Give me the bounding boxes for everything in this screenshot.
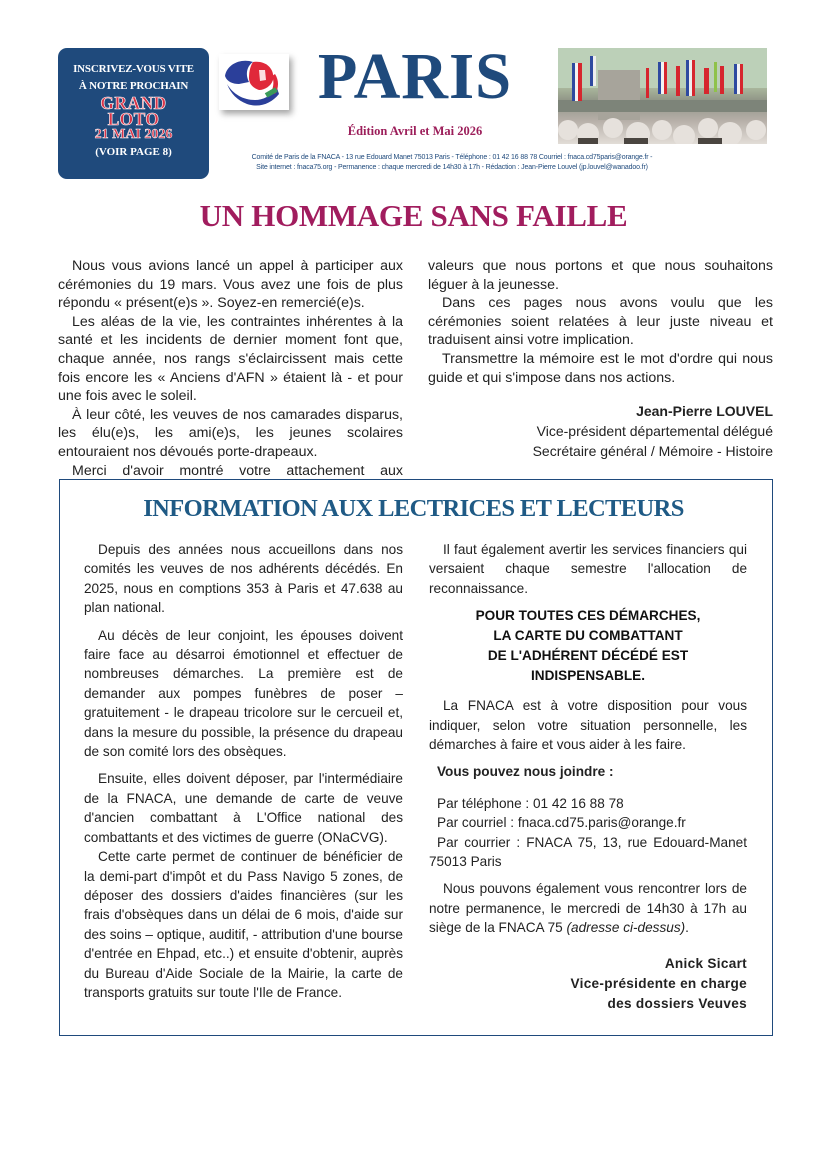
paragraph: Merci d'avoir montré votre attachement aux bbox=[72, 462, 403, 479]
paragraph: À leur côté, les veuves de nos camarades disparus, les élu(e)s, les ami(e)s, les jeunes scolaires entouraient nos dévoués porte-drapeaux. bbox=[58, 406, 403, 460]
callout-line: LA CARTE DU COMBATTANT bbox=[493, 628, 683, 644]
article-1-left-column bbox=[58, 257, 403, 480]
article-2-signature bbox=[429, 954, 747, 1014]
permanence-end: . bbox=[685, 920, 689, 936]
permanence-note: (adresse ci-dessus) bbox=[566, 920, 686, 936]
promo-see-page: (VOIR PAGE 8) bbox=[95, 146, 172, 158]
signature-role: Vice-président départemental délégué bbox=[536, 423, 773, 440]
contact-email: Par courriel : fnaca.cd75.paris@orange.fr bbox=[437, 815, 686, 831]
committee-contact-line-1: Comité de Paris de la FNACA - 13 rue Edouard Manet 75013 Paris - Téléphone : 01 42 16 88 78 Courriel : fnaca.cd75paris@orange.fr - bbox=[251, 154, 653, 161]
signature-role: Secrétaire général / Mémoire - Histoire bbox=[532, 443, 773, 460]
signature-role: Vice-présidente en charge bbox=[570, 975, 747, 991]
masthead-title: PARIS bbox=[317, 40, 513, 113]
promo-loto: LOTO bbox=[107, 109, 160, 129]
fnaca-emblem-icon bbox=[219, 54, 289, 110]
paragraph: Ensuite, elles doivent déposer, par l'intermédiaire de la FNACA, une demande de carte de veuve d'ancien combattant à L'Office national des combattants et des victimes de guerre (ONaCVG). bbox=[84, 771, 403, 845]
edition-label: Édition Avril et Mai 2026 bbox=[347, 124, 483, 138]
article-1-title: UN HOMMAGE SANS FAILLE bbox=[199, 198, 628, 233]
paragraph: valeurs que nous portons et que nous souhaitons léguer à la jeunesse. bbox=[428, 258, 773, 293]
contact-phone: Par téléphone : 01 42 16 88 78 bbox=[437, 795, 624, 811]
paragraph: Dans ces pages nous avons voulu que les cérémonies soient relatées à leur juste niveau et traduisent ainsi votre implication. bbox=[428, 295, 773, 349]
promo-grand: GRAND bbox=[100, 93, 167, 113]
ceremony-photo bbox=[558, 48, 767, 144]
paragraph: Au décès de leur conjoint, les épouses doivent faire face au désarroi émotionnel et effectuer de nombreuses démarches. La première est de demander aux pompes funèbres de poser – gratuitement - le drapeau tricolore sur le cercueil et, dans la mesure du possible, la présence du drapeau de son comité lors des obsèques. bbox=[84, 627, 403, 760]
article-2-left-column bbox=[84, 540, 403, 1010]
committee-contact-line-2: Site internet : fnaca75.org - Permanence : chaque mercredi de 14h30 à 17h - Rédaction : Jean-Pierre Louvel (jp.louvel@wanadoo.fr) bbox=[256, 164, 648, 171]
article-2-title: INFORMATION AUX LECTRICES ET LECTEURS bbox=[143, 495, 684, 522]
paragraph: Nous vous avions lancé un appel à participer aux cérémonies du 19 mars. Vous avez une fois de plus répondu « présent(e)s ». Soyez-en remercié(e)s. bbox=[58, 258, 403, 312]
paragraph: Il faut également avertir les services financiers qui versaient chaque semestre l'allocation de reconnaissance. bbox=[429, 542, 747, 596]
article-1-right-column bbox=[428, 257, 773, 461]
callout-line: INDISPENSABLE. bbox=[530, 668, 646, 684]
callout-important bbox=[429, 606, 747, 686]
promo-date: 21 MAI 2026 bbox=[94, 127, 173, 142]
callout-line: DE L'ADHÉRENT DÉCÉDÉ EST bbox=[487, 648, 689, 664]
permanence-paragraph bbox=[429, 879, 747, 937]
signature-name: Jean-Pierre LOUVEL bbox=[636, 403, 773, 420]
signature-role: des dossiers Veuves bbox=[607, 995, 747, 1011]
callout-line: POUR TOUTES CES DÉMARCHES, bbox=[475, 608, 701, 624]
paragraph: La FNACA est à votre disposition pour vous indiquer, selon votre situation personnelle, les démarches à faire et vous aider à les faire. bbox=[429, 698, 747, 753]
article-2-right-column bbox=[429, 540, 747, 1014]
permanence-text: Nous pouvons également vous rencontrer lors de notre permanence, le mercredi de 14h30 à 17h au siège de la FNACA 75 bbox=[429, 881, 747, 936]
paragraph: Transmettre la mémoire est le mot d'ordre qui nous guide et qui s'impose dans nos actions. bbox=[428, 350, 773, 386]
contact-mail-address: Par courrier : FNACA 75, 13, rue Edouard-Manet 75013 Paris bbox=[429, 834, 747, 870]
article-1-signature bbox=[428, 401, 773, 461]
contact-heading: Vous pouvez nous joindre : bbox=[437, 764, 614, 780]
paragraph: Les aléas de la vie, les contraintes inhérentes à la santé et les incidents de dernier moment font que, chaque année, nos rangs s'éclaircissent mais cette fois encore les « Anciens d'AFN » étaient là - et pour une fois avec le soleil. bbox=[58, 313, 403, 405]
signature-name: Anick Sicart bbox=[664, 955, 747, 971]
paragraph: Depuis des années nous accueillons dans nos comités les veuves de nos adhérents décédés. En 2025, nous en comptions 353 à Paris et 47.638 au plan national. bbox=[84, 542, 403, 616]
promo-line-2: À NOTRE PROCHAIN bbox=[78, 80, 189, 92]
paragraph: Cette carte permet de continuer de bénéficier de la demi-part d'impôt et du Pass Navigo 5 zones, de déposer des dossiers d'aides financières (sur les frais d'obsèques dans un délai de 6 mois, d'aide sur des soins – optique, auditif, - attribution d'une bourse d'entrée en Ehpad, etc..) et ensuite d'obtenir, auprès du Bureau d'Aide Sociale de la Mairie, la carte de transports gratuits sur toute l'Ile de France. bbox=[84, 849, 403, 1000]
promo-line-1: INSCRIVEZ-VOUS VITE bbox=[73, 63, 194, 75]
fnaca-logo bbox=[219, 54, 289, 110]
loto-promo-box bbox=[58, 48, 209, 179]
